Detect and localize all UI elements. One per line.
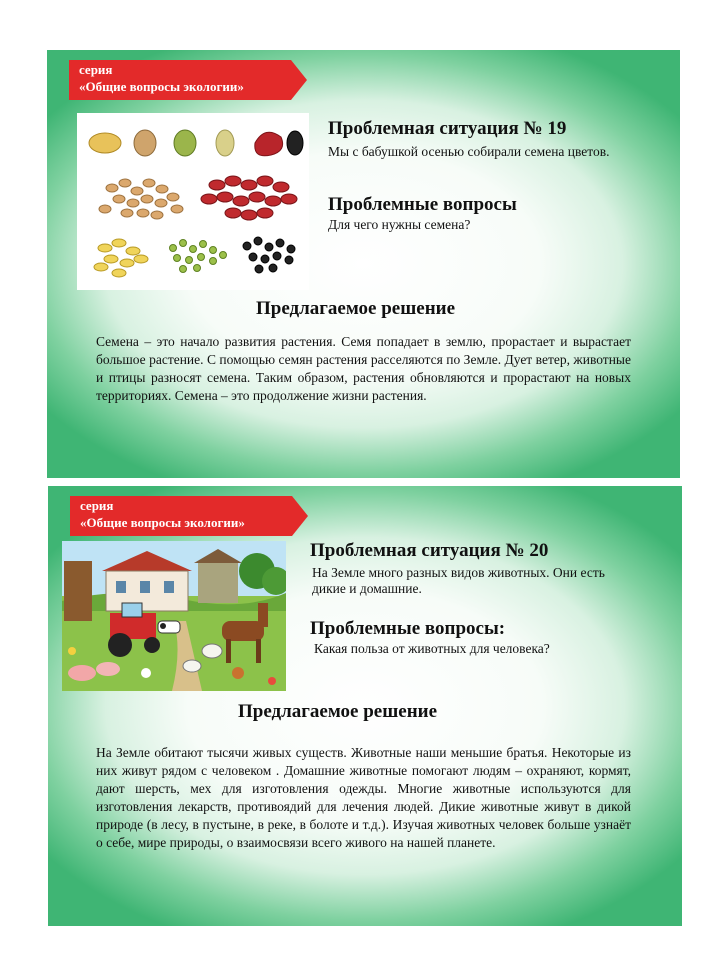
seeds-image xyxy=(77,113,309,290)
seeds-illustration xyxy=(77,113,309,290)
card-situation-20 xyxy=(48,486,682,926)
series-name: «Общие вопросы экологии» xyxy=(79,79,244,94)
questions-text: Какая польза от животных для человека? xyxy=(314,641,550,656)
series-name: «Общие вопросы экологии» xyxy=(80,515,245,530)
series-ribbon xyxy=(69,60,307,100)
series-label: серия xyxy=(80,498,114,513)
card-situation-19 xyxy=(47,50,680,478)
series-label: серия xyxy=(79,62,113,77)
situation-title: Проблемная ситуация № 20 xyxy=(310,540,549,561)
situation-title: Проблемная ситуация № 19 xyxy=(328,118,567,139)
solution-text: На Земле обитают тысячи живых существ. Животные наши меньшие братья. Некоторые из них живут рядом с человеком . Домашние животные помогают людям – охраняют, кормят, дают шерсть, мех для изготовления одежды. Многие животные используются для изготовления лекарств, противоядий для лечения людей. Дикие животные живут в дикой природе (в лесу, в пустыне, в реке, в болоте и т.д.). Изучая животных человек больше узнаёт о себе, мире природы, о взаимосвязи всего живого на нашей планете. xyxy=(96,745,631,850)
situation-text: Мы с бабушкой осенью собирали семена цветов. xyxy=(328,144,610,159)
questions-text: Для чего нужны семена? xyxy=(328,217,471,232)
questions-title: Проблемные вопросы xyxy=(328,194,517,215)
series-ribbon xyxy=(70,496,308,536)
solution-title: Предлагаемое решение xyxy=(238,701,438,722)
farm-illustration xyxy=(62,541,286,691)
solution-title: Предлагаемое решение xyxy=(256,298,456,319)
situation-text: На Земле много разных видов животных. Они есть дикие и домашние. xyxy=(312,565,605,596)
farm-image xyxy=(62,541,286,691)
solution-text: Семена – это начало развития растения. Семя попадает в землю, прорастает и вырастает большое растение. С помощью семян растения расселяются по Земле. Дует ветер, животные и птицы разносят семена. Таким образом, растения обновляются и прорастают на новых территориях. Семена – это продолжение жизни растения. xyxy=(96,334,631,403)
questions-title: Проблемные вопросы: xyxy=(310,618,506,639)
